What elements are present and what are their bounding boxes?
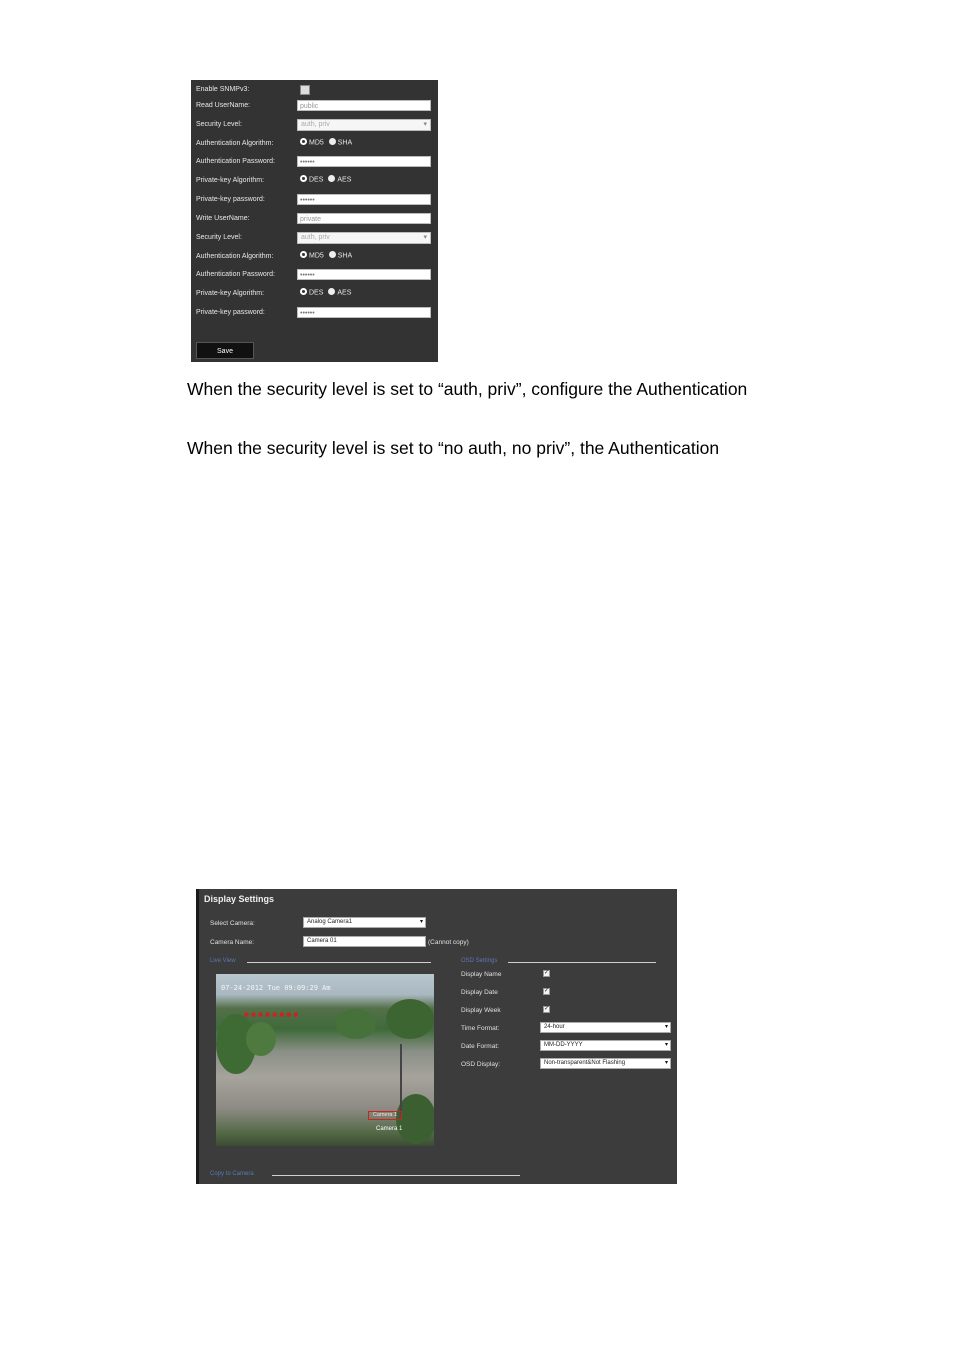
- read-private-algorithm-label: Private-key Algorithm:: [196, 177, 265, 184]
- write-security-level-value: auth, priv: [301, 234, 330, 241]
- write-auth-algorithm-radios: [300, 252, 352, 259]
- copy-to-camera-divider: [272, 1175, 520, 1176]
- select-camera-dropdown[interactable]: [303, 917, 426, 928]
- md5-radio[interactable]: [300, 251, 307, 258]
- write-auth-password-input[interactable]: ••••••: [297, 269, 431, 280]
- write-private-password-label: Private-key password:: [196, 309, 265, 316]
- sha-radio[interactable]: [329, 251, 336, 258]
- write-auth-algorithm-label: Authentication Algorithm:: [196, 253, 274, 260]
- aes-radio-label: AES: [337, 289, 352, 297]
- osd-display-value: Non-transparent&Not Flashing: [544, 1060, 626, 1066]
- tree-cluster: [386, 999, 434, 1039]
- osd-settings-divider: [508, 962, 656, 963]
- write-security-level-select[interactable]: [297, 232, 431, 244]
- read-auth-password-row: [191, 156, 438, 170]
- display-settings-panel: [196, 889, 677, 1184]
- copy-to-camera-section-label: Copy to Camera: [210, 1171, 254, 1177]
- time-format-dropdown[interactable]: [540, 1022, 671, 1033]
- sha-radio-label: SHA: [337, 252, 353, 260]
- live-view-section-label: Live View: [210, 958, 236, 964]
- sha-radio[interactable]: [329, 138, 336, 145]
- read-username-input[interactable]: public: [297, 100, 431, 111]
- tree-cluster: [336, 1009, 376, 1039]
- cannot-copy-note: (Cannot copy): [428, 939, 469, 946]
- md5-radio[interactable]: [300, 138, 307, 145]
- tree-cluster: [246, 1022, 276, 1056]
- osd-date-overlay: 07-24-2012 Tue 09:09:29 Am: [221, 984, 331, 992]
- display-name-label: Display Name: [461, 971, 502, 978]
- write-auth-algorithm-row: [191, 251, 438, 265]
- read-security-level-row: [191, 119, 438, 133]
- aes-radio[interactable]: [328, 288, 335, 295]
- camera-name-label: Camera Name:: [210, 939, 255, 946]
- read-auth-algorithm-label: Authentication Algorithm:: [196, 140, 274, 147]
- enable-snmpv3-label: Enable SNMPv3:: [196, 86, 250, 93]
- osd-settings-section-label: OSD Settings: [461, 958, 498, 964]
- read-security-level-label: Security Level:: [196, 121, 242, 128]
- chevron-down-icon: ▾: [423, 121, 427, 128]
- read-private-password-input[interactable]: ••••••: [297, 194, 431, 205]
- read-private-algorithm-row: [191, 175, 438, 189]
- des-radio[interactable]: [300, 288, 307, 295]
- osd-camera-name: Camera 1: [376, 1126, 403, 1132]
- display-date-checkbox[interactable]: ✓: [544, 988, 550, 994]
- enable-snmpv3-row: [191, 84, 438, 98]
- read-username-row: [191, 100, 438, 114]
- osd-camera-box: Camera 1: [368, 1111, 402, 1120]
- display-date-label: Display Date: [461, 989, 498, 996]
- sha-radio-label: SHA: [337, 139, 353, 147]
- date-format-value: MM-DD-YYYY: [544, 1042, 583, 1048]
- read-security-level-select[interactable]: [297, 119, 431, 131]
- write-private-password-row: [191, 307, 438, 321]
- write-security-level-label: Security Level:: [196, 234, 242, 241]
- aes-radio[interactable]: [328, 175, 335, 182]
- save-button[interactable]: Save: [196, 342, 254, 359]
- read-security-level-value: auth, priv: [301, 121, 330, 128]
- snmp-settings-panel: [191, 80, 438, 362]
- paragraph-no-auth-no-priv: When the security level is set to “no auth, no priv”, the Authentication: [187, 438, 720, 458]
- display-week-label: Display Week: [461, 1007, 501, 1014]
- live-view-preview: [216, 974, 434, 1146]
- select-camera-value: Analog Camera1: [307, 919, 353, 925]
- osd-text-overlay: ■ ■ ■ ■ ■ ■ ■ ■: [244, 1010, 299, 1019]
- write-auth-password-row: [191, 269, 438, 283]
- write-private-algorithm-label: Private-key Algorithm:: [196, 290, 265, 297]
- display-settings-title: Display Settings: [204, 894, 275, 904]
- osd-display-label: OSD Display:: [461, 1061, 501, 1068]
- chevron-down-icon: ▾: [664, 1024, 668, 1030]
- read-auth-algorithm-radios: [300, 139, 352, 146]
- write-private-algorithm-radios: [300, 289, 351, 296]
- chevron-down-icon: ▾: [664, 1042, 668, 1048]
- read-username-label: Read UserName:: [196, 102, 251, 109]
- date-format-dropdown[interactable]: [540, 1040, 671, 1051]
- enable-snmpv3-checkbox[interactable]: [300, 85, 310, 95]
- write-security-level-row: [191, 232, 438, 246]
- select-camera-label: Select Camera:: [210, 920, 255, 927]
- chevron-down-icon: ▾: [423, 234, 427, 241]
- write-username-row: [191, 213, 438, 227]
- aes-radio-label: AES: [337, 176, 352, 184]
- write-private-algorithm-row: [191, 288, 438, 302]
- write-private-password-input[interactable]: ••••••: [297, 307, 431, 318]
- des-radio-label: DES: [309, 176, 324, 184]
- display-week-checkbox[interactable]: ✓: [544, 1006, 550, 1012]
- write-auth-password-label: Authentication Password:: [196, 271, 275, 278]
- des-radio[interactable]: [300, 175, 307, 182]
- write-username-input[interactable]: private: [297, 213, 431, 224]
- live-view-divider: [247, 962, 431, 963]
- read-auth-password-input[interactable]: ••••••: [297, 156, 431, 167]
- camera-name-input[interactable]: Camera 01: [303, 936, 426, 947]
- lamp-post: [400, 1044, 402, 1114]
- time-format-label: Time Format:: [461, 1025, 500, 1032]
- time-format-value: 24-hour: [544, 1024, 565, 1030]
- write-username-label: Write UserName:: [196, 215, 250, 222]
- md5-radio-label: MD5: [309, 139, 324, 147]
- read-auth-algorithm-row: [191, 138, 438, 152]
- read-auth-password-label: Authentication Password:: [196, 158, 275, 165]
- read-private-password-row: [191, 194, 438, 208]
- date-format-label: Date Format:: [461, 1043, 499, 1050]
- md5-radio-label: MD5: [309, 252, 324, 260]
- chevron-down-icon: ▾: [664, 1060, 668, 1066]
- des-radio-label: DES: [309, 289, 324, 297]
- read-private-password-label: Private-key password:: [196, 196, 265, 203]
- read-private-algorithm-radios: [300, 176, 351, 183]
- display-name-checkbox[interactable]: ✓: [544, 970, 550, 976]
- paragraph-auth-priv: When the security level is set to “auth, priv”, configure the Authentication: [187, 379, 748, 399]
- chevron-down-icon: ▾: [419, 919, 423, 925]
- osd-display-dropdown[interactable]: [540, 1058, 671, 1069]
